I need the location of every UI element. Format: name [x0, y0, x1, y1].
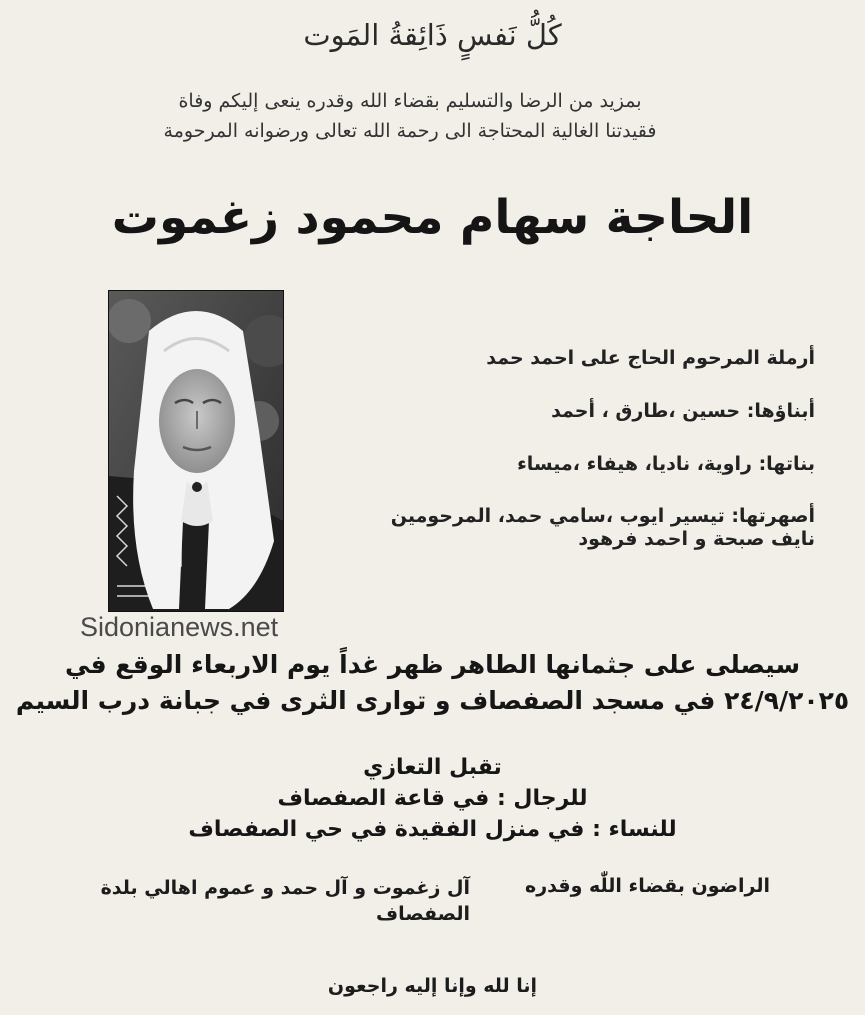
- deceased-photo: [108, 290, 284, 612]
- intro-line-2: فقيدتنا الغالية المحتاجة الى رحمة الله تعالى ورضوانه المرحومة: [163, 120, 657, 142]
- funeral-line-2: ٢٤/٩/٢٠٢٥ في مسجد الصفصاف و توارى الثرى في جبانة درب السيم: [15, 686, 850, 715]
- inlaws-line-1: [360, 505, 815, 528]
- quran-verse: كُلُّ نَفسٍ ذَائِقةُ المَوت: [303, 18, 562, 52]
- mourners-families-line-1: آل زغموت و آل حمد و عموم اهالي بلدة: [100, 877, 470, 899]
- watermark: Sidonianews.net: [80, 612, 279, 642]
- deceased-name: الحاجة سهام محمود زغموت: [111, 190, 754, 245]
- sons-label: أبناؤها:: [746, 400, 815, 422]
- condolences: [0, 752, 865, 845]
- inlaws-names-2: نايف صبحة و احمد فرهود: [578, 528, 815, 550]
- portrait-photo-icon: [109, 291, 283, 611]
- intro-text: [100, 86, 720, 146]
- sons-names: حسين ،طارق ، أحمد: [551, 400, 741, 422]
- daughters-line: [360, 452, 815, 476]
- funeral-line-1: سيصلى على جثمانها الطاهر ظهر غداً يوم الاربعاء الوقع في: [64, 650, 801, 679]
- funeral-info: [0, 647, 865, 719]
- inlaws-line: [360, 505, 815, 551]
- daughters-label: بناتها:: [758, 453, 815, 475]
- condolences-women: للنساء : في منزل الفقيدة في حي الصفصاف: [188, 817, 677, 842]
- condolences-men: للرجال : في قاعة الصفصاف: [277, 786, 588, 811]
- inlaws-names-1: تيسير ايوب ،سامي حمد، المرحومين: [390, 505, 725, 527]
- inlaws-label: أصهرتها:: [731, 505, 815, 527]
- closing-phrase: إنا لله وإنا إليه راجعون: [327, 975, 538, 997]
- mourners-label: الراضون بقضاء اللّٰه وقدره: [525, 875, 770, 897]
- family-details: [360, 346, 815, 580]
- intro-line-1: بمزيد من الرضا والتسليم بقضاء الله وقدره ينعى إليكم وفاة: [178, 90, 642, 112]
- daughters-names: راوية، ناديا، هيفاء ،ميساء: [517, 453, 752, 475]
- mourners-families-line-2: الصفصاف: [376, 903, 470, 925]
- condolences-title: تقبل التعازي: [363, 755, 502, 780]
- widow-of-line: أرملة المرحوم الحاج على احمد حمد: [486, 347, 815, 369]
- sons-line: [360, 399, 815, 423]
- mourners-families: [40, 875, 470, 927]
